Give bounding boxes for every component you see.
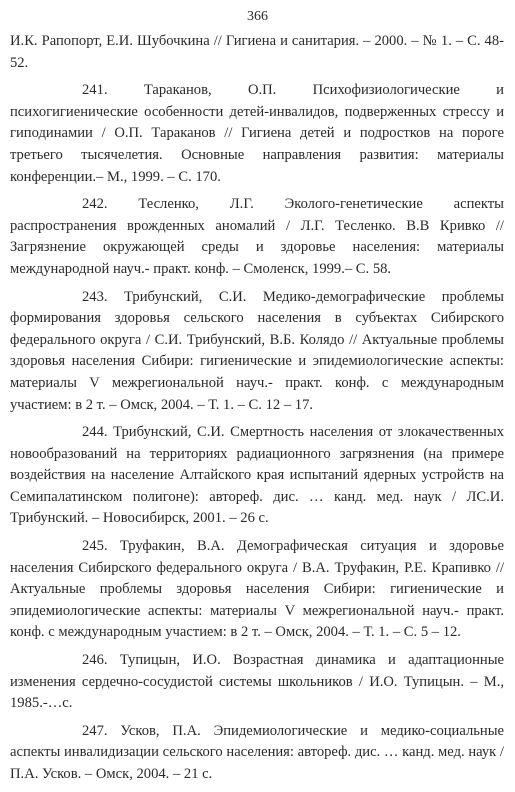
bibliography-entry-continued: И.К. Рапопорт, Е.И. Шубочкина // Гигиена и санитария. – 2000. – № 1. – С. 48-52. (10, 33, 504, 71)
bibliography-entry-243: 243. Трибунский, С.И. Медико-демографические проблемы формирования здоровья сельского населения в субъектах Сибирского федерального округа / С.И. Трибунский, В.Б. Колядо // Актуальные проблемы здоровья населения Сибири: гигиенические и эпидемиологические аспекты: материалы V межрегиональной науч.- практ. конф. с международным участием: в 2 т. – Омск, 2004. – Т. 1. – С. 12 – 17. (10, 288, 504, 413)
bibliography-entry-244: 244. Трибунский, С.И. Смертность населения от злокачественных новообразований на территориях радиационного загрязнения (на примере воздействия на население Алтайского края испытаний ядерных устройств на Семипалатинском полигоне): автореф. дис. … канд. мед. наук / ЛС.И. Трибунский. – Новосибирск, 2001. – 26 с. (10, 424, 504, 527)
bibliography-list (10, 31, 504, 792)
bibliography-entry-242: 242. Тесленко, Л.Г. Эколого-генетические аспекты распространения врожденных аномалий / Л.Г. Тесленко. В.В Кривко // Загрязнение окружающей среды и здоровье населения: материалы международной науч.- практ. конф. – Смоленск, 1999.– С. 58. (10, 196, 504, 277)
bibliography-entry-241: 241. Тараканов, О.П. Психофизиологические и психогигиенические особенности детей-инвалидов, подверженных стрессу и гиподинамии / О.П. Тараканов // Гигиена детей и подростков на пороге третьего тысячелетия. Основные направления развития: материалы конференции.– М., 1999. – С. 170. (10, 82, 504, 185)
page-number: 366 (247, 9, 268, 24)
bibliography-entry-246: 246. Тупицын, И.О. Возрастная динамика и адаптационные изменения сердечно-сосудистой системы школьников / И.О. Тупицын. – М., 1985.-…с. (10, 652, 504, 712)
bibliography-entry-247: 247. Усков, П.А. Эпидемиологические и медико-социальные аспекты инвалидизации сельского населения: автореф. дис. … канд. мед. наук / П.А. Усков. – Омск, 2004. – 21 с. (10, 722, 504, 782)
bibliography-entry-245: 245. Труфакин, В.А. Демографическая ситуация и здоровье населения Сибирского федерального округа / В.А. Труфакин, Р.Е. Крапивко // Актуальные проблемы здоровья населения Сибири: гигиенические и эпидемиологические аспекты: материалы V межрегиональной науч.- практ. конф. с международным участием: в 2 т. – Омск, 2004. – Т. 1. – С. 5 – 12. (10, 538, 504, 641)
